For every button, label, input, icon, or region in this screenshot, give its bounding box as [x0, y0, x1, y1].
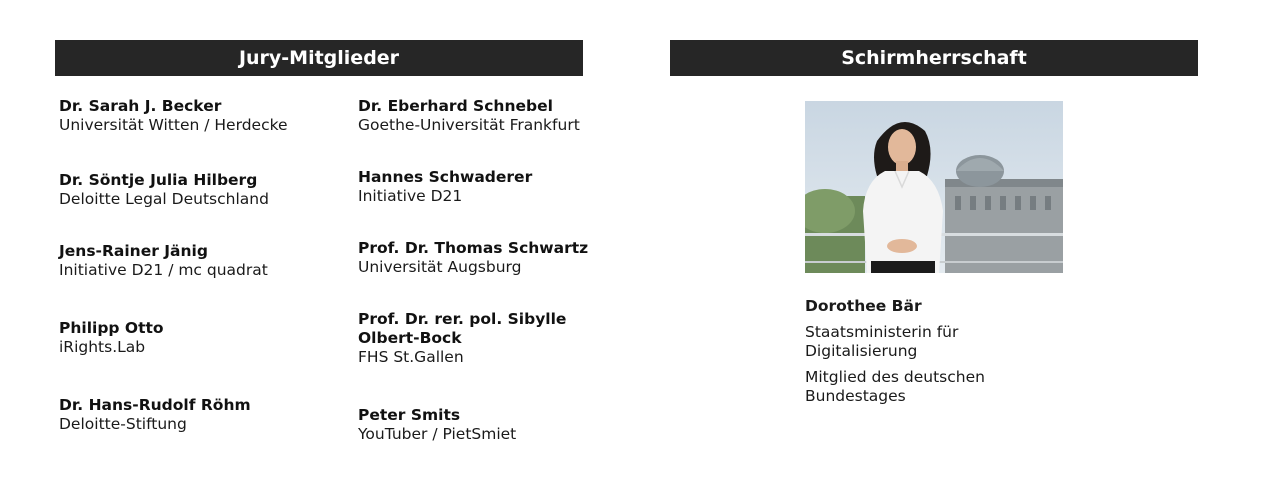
jury-member — [358, 406, 638, 444]
jury-member — [59, 319, 339, 357]
jury-member — [59, 396, 339, 434]
member-name: Hannes Schwaderer — [358, 168, 533, 186]
patronage-title: Schirmherrschaft — [841, 47, 1027, 69]
member-affiliation: YouTuber / PietSmiet — [358, 425, 517, 443]
member-name: Dr. Hans-Rudolf Röhm — [59, 396, 251, 414]
patron-photo — [805, 101, 1063, 273]
member-name: Dr. Söntje Julia Hilberg — [59, 171, 258, 189]
member-name: Philipp Otto — [59, 319, 164, 337]
patron-role: Staatsministerin für Digitalisierung — [805, 323, 959, 360]
member-affiliation: Universität Witten / Herdecke — [59, 116, 288, 134]
jury-member — [358, 310, 588, 367]
patronage-header — [670, 40, 1198, 76]
jury-member — [358, 168, 638, 206]
member-affiliation: FHS St.Gallen — [358, 348, 464, 366]
patron-membership: Mitglied des deutschen Bundestages — [805, 368, 985, 405]
member-affiliation: Initiative D21 — [358, 187, 463, 205]
member-name: Prof. Dr. rer. pol. Sibylle Olbert-Bock — [358, 310, 567, 347]
jury-header — [55, 40, 583, 76]
jury-member — [358, 97, 638, 135]
member-affiliation: Deloitte-Stiftung — [59, 415, 187, 433]
jury-member — [59, 171, 339, 209]
jury-member — [358, 239, 638, 277]
member-name: Prof. Dr. Thomas Schwartz — [358, 239, 589, 257]
jury-member — [59, 97, 339, 135]
member-affiliation: Goethe-Universität Frankfurt — [358, 116, 580, 134]
member-name: Dr. Eberhard Schnebel — [358, 97, 553, 115]
member-name: Dr. Sarah J. Becker — [59, 97, 222, 115]
member-affiliation: Deloitte Legal Deutschland — [59, 190, 269, 208]
jury-member — [59, 242, 339, 280]
member-affiliation: Initiative D21 / mc quadrat — [59, 261, 268, 279]
patron-name: Dorothee Bär — [805, 297, 922, 315]
member-name: Jens-Rainer Jänig — [59, 242, 208, 260]
member-affiliation: iRights.Lab — [59, 338, 146, 356]
jury-title: Jury-Mitglieder — [238, 47, 400, 69]
member-affiliation: Universität Augsburg — [358, 258, 522, 276]
member-name: Peter Smits — [358, 406, 461, 424]
